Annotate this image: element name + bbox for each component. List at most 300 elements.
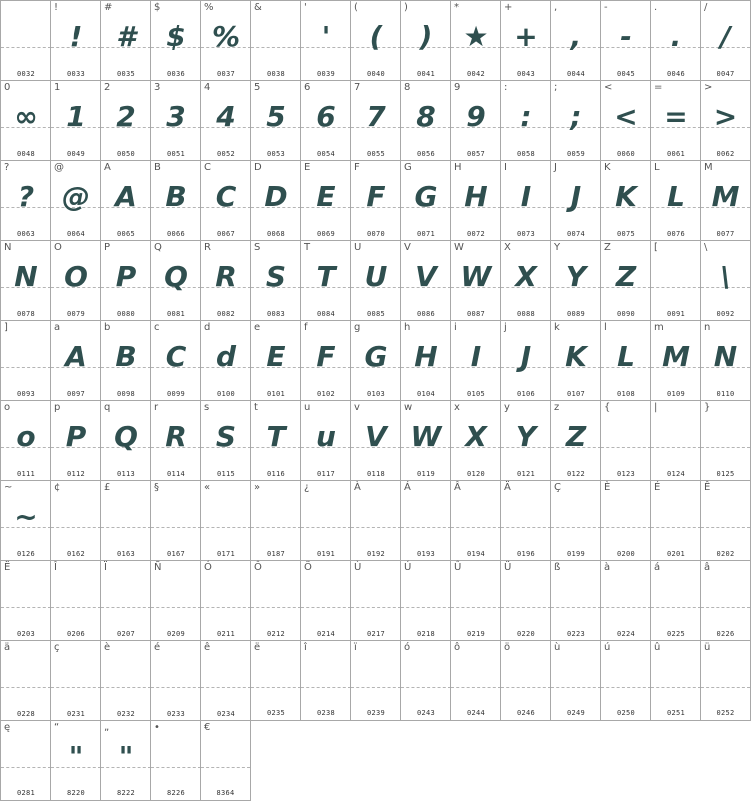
glyph-cell [500,240,551,321]
char-label: g [354,322,361,333]
char-label: K [604,162,611,173]
code-label: 0246 [516,709,536,717]
code-label: 0220 [516,630,536,638]
glyph-cell [200,80,251,161]
char-label: Ñ [154,562,162,573]
code-label: 0083 [266,310,286,318]
char-label: ô [454,642,461,653]
char-label: - [604,2,608,13]
glyph-preview [51,575,101,619]
char-label: . [654,2,658,13]
glyph-preview: K [565,340,587,373]
glyph-preview: / [720,20,731,53]
glyph-cell [0,480,51,561]
glyph-preview: Y [515,420,537,453]
char-label: @ [54,162,64,173]
glyph-cell [700,640,751,721]
char-label: N [4,242,12,253]
glyph-cell [200,0,251,81]
glyph-preview: L [617,340,635,373]
char-label: u [304,402,311,413]
glyph-preview [551,495,601,539]
char-label: 8 [404,82,411,93]
char-label: + [504,2,513,13]
glyph-cell [100,160,151,241]
glyph-cell [700,80,751,161]
glyph-cell [700,320,751,401]
code-label: 0062 [716,150,735,158]
glyph-cell [700,0,751,81]
char-label: Ç [554,482,561,493]
glyph-cell [700,160,751,241]
glyph-cell [350,0,401,81]
glyph-preview [651,655,701,699]
glyph-cell [200,480,251,561]
code-label: 0084 [316,310,336,318]
code-label: 0234 [216,710,236,718]
code-label: 0090 [616,310,636,318]
glyph-preview: F [366,180,386,213]
char-label: à [604,562,611,573]
glyph-cell [0,560,51,641]
glyph-preview [101,495,151,539]
code-label: 0055 [366,150,386,158]
glyph-cell [650,320,701,401]
char-label: v [354,402,360,413]
glyph-cell [50,0,101,81]
code-label: 0063 [16,230,36,238]
glyph-cell [650,640,701,721]
glyph-preview: 8 [416,100,436,133]
char-label: c [154,322,160,333]
char-label: 4 [204,82,211,93]
glyph-cell [150,320,201,401]
code-label: 0207 [116,630,136,638]
glyph-preview: I [520,180,532,213]
char-label: k [554,322,560,333]
glyph-cell [500,640,551,721]
char-label: Y [554,242,561,253]
glyph-cell [500,160,551,241]
glyph-cell [300,640,351,721]
code-label: 0200 [616,550,636,558]
glyph-preview [251,495,301,539]
code-label: 0108 [616,390,636,398]
code-label: 0249 [566,709,586,717]
code-label: 0124 [666,470,686,478]
char-label: T [304,242,311,253]
code-label: 0041 [416,70,436,78]
char-label: f [304,322,308,333]
glyph-preview [601,495,651,539]
code-label: 0225 [666,630,686,638]
glyph-preview: C [165,340,187,373]
glyph-preview: J [570,180,582,213]
char-label: / [704,2,708,13]
char-label: m [654,322,664,333]
char-label: ï [354,642,357,653]
char-label: £ [104,482,111,493]
char-label: « [204,482,211,493]
glyph-preview: N [713,340,738,373]
glyph-cell [0,0,51,81]
glyph-cell [700,400,751,481]
char-label: Ë [4,562,11,573]
glyph-preview: D [264,180,288,213]
glyph-cell [150,240,201,321]
glyph-cell [100,0,151,81]
glyph-cell [0,720,51,801]
code-label: 0239 [366,709,386,717]
code-label: 0060 [616,150,636,158]
glyph-cell [0,240,51,321]
glyph-preview [251,655,301,699]
char-label: x [454,402,460,413]
glyph-preview: + [514,20,538,53]
glyph-preview [701,575,750,619]
glyph-cell [100,480,151,561]
glyph-preview: W [410,420,442,453]
glyph-preview [451,655,501,699]
glyph-preview: d [215,340,237,373]
char-label: e [254,322,261,333]
glyph-cell [550,480,601,561]
glyph-cell [100,400,151,481]
glyph-cell [550,160,601,241]
glyph-cell [550,400,601,481]
glyph-preview: V [365,420,387,453]
glyph-cell [150,640,201,721]
code-label: 0233 [166,710,186,718]
glyph-cell [650,240,701,321]
glyph-preview: O [64,260,88,293]
glyph-cell [400,240,451,321]
char-label: ü [704,642,711,653]
glyph-cell [350,80,401,161]
glyph-preview [501,575,551,619]
glyph-preview [601,415,651,459]
glyph-preview [301,655,351,699]
glyph-preview: G [364,340,388,373]
glyph-cell [200,640,251,721]
char-label: 1 [54,82,61,93]
glyph-cell [700,240,751,321]
glyph-preview: S [265,260,287,293]
code-label: 0231 [66,710,86,718]
glyph-cell [350,320,401,401]
code-label: 0243 [416,709,436,717]
code-label: 0047 [716,70,735,78]
code-label: 0052 [216,150,236,158]
glyph-cell [600,80,651,161]
code-label: 0120 [466,470,486,478]
glyph-preview: - [620,20,632,53]
char-label: „ [104,722,110,733]
glyph-preview: 9 [466,100,486,133]
glyph-preview: E [266,340,286,373]
code-label: 0085 [366,310,386,318]
glyph-preview: : [520,100,532,133]
glyph-preview [151,575,201,619]
glyph-preview: U [364,260,388,293]
char-label: ê [204,642,211,653]
glyph-cell [400,400,451,481]
glyph-cell [400,160,451,241]
code-label: 0079 [66,310,86,318]
code-label: 0112 [66,470,86,478]
glyph-preview: M [662,340,690,373]
glyph-cell [500,480,551,561]
glyph-preview: Y [565,260,587,293]
glyph-cell [450,480,501,561]
glyph-cell [150,160,201,241]
glyph-preview [151,735,201,779]
glyph-preview: M [711,180,740,213]
glyph-preview: $ [166,20,186,53]
glyph-cell [650,80,701,161]
char-label: p [54,402,61,413]
code-label: 0039 [316,70,336,78]
glyph-preview: ( [369,20,383,53]
glyph-preview [201,495,251,539]
glyph-cell [600,160,651,241]
code-label: 8222 [116,789,136,797]
code-label: 0038 [266,70,286,78]
glyph-cell [650,0,701,81]
char-label: ¿ [304,482,310,493]
glyph-preview: 7 [366,100,386,133]
glyph-cell [250,400,301,481]
glyph-preview [351,575,401,619]
code-label: 0089 [566,310,586,318]
char-label: Ù [354,562,362,573]
char-label: , [554,2,558,13]
glyph-preview [1,735,51,779]
code-label: 0107 [566,390,586,398]
char-label: ß [554,562,561,573]
glyph-preview: P [65,420,87,453]
glyph-preview: 1 [66,100,86,133]
glyph-cell [250,480,301,561]
glyph-cell [450,320,501,401]
char-label: t [254,402,258,413]
glyph-preview: 2 [116,100,136,133]
code-label: 0081 [166,310,186,318]
char-label: X [504,242,511,253]
char-label: < [604,82,613,93]
char-label: } [704,402,711,413]
char-label: \ [704,242,708,253]
code-label: 0059 [566,150,586,158]
glyph-preview [1,655,51,699]
glyph-cell [200,400,251,481]
code-label: 0125 [716,470,735,478]
glyph-cell [250,640,301,721]
glyph-preview: B [165,180,187,213]
code-label: 0044 [566,70,586,78]
char-label: ä [4,642,11,653]
glyph-cell [50,480,101,561]
char-label: À [354,482,361,493]
glyph-preview [651,575,701,619]
code-label: 0202 [716,550,735,558]
glyph-preview [1,575,51,619]
glyph-cell [0,320,51,401]
glyph-cell [350,640,401,721]
glyph-cell [400,560,451,641]
glyph-preview: T [316,260,336,293]
char-label: Á [404,482,411,493]
glyph-cell [0,400,51,481]
glyph-preview [701,415,750,459]
code-label: 0187 [266,550,286,558]
code-label: 0244 [466,709,486,717]
char-label: ö [504,642,511,653]
glyph-preview: ; [570,100,582,133]
glyph-preview: u [316,420,336,453]
code-label: 0086 [416,310,436,318]
char-label: Ü [504,562,512,573]
char-label: & [254,2,262,13]
glyph-preview: ∞ [14,100,38,133]
char-label: 5 [254,82,261,93]
glyph-cell [350,240,401,321]
glyph-preview [401,575,451,619]
glyph-cell [250,160,301,241]
char-label: Ä [504,482,511,493]
code-label: 8220 [66,789,86,797]
char-label: Ï [104,562,107,573]
glyph-cell [300,240,351,321]
glyph-cell [250,320,301,401]
glyph-cell [450,160,501,241]
char-label: i [454,322,457,333]
char-label: ó [404,642,411,653]
code-label: 0115 [216,470,236,478]
glyph-preview: H [414,340,438,373]
code-label: 0123 [616,470,636,478]
char-label: € [204,722,211,733]
glyph-preview [701,655,750,699]
code-label: 0103 [366,390,386,398]
glyph-preview: X [515,260,537,293]
char-label: w [404,402,413,413]
glyph-cell [100,320,151,401]
code-label: 0072 [466,230,486,238]
glyph-cell [550,560,601,641]
glyph-cell [600,240,651,321]
glyph-cell [300,320,351,401]
char-label: ç [54,642,60,653]
glyph-cell [200,240,251,321]
glyph-preview: F [316,340,336,373]
glyph-preview: N [14,260,38,293]
char-label: ę [4,722,11,733]
code-label: 0228 [16,710,36,718]
glyph-cell [0,160,51,241]
code-label: 0102 [316,390,336,398]
char-label: ù [554,642,561,653]
code-label: 0104 [416,390,436,398]
char-label: é [154,642,161,653]
char-label: U [354,242,362,253]
glyph-preview: A [65,340,87,373]
code-label: 0071 [416,230,436,238]
glyph-preview [501,655,551,699]
char-label: L [654,162,660,173]
char-label: | [654,402,658,413]
glyph-cell [550,320,601,401]
code-label: 0109 [666,390,686,398]
char-label: § [154,482,159,493]
code-label: 0199 [566,550,586,558]
glyph-cell [450,640,501,721]
char-label: û [654,642,661,653]
code-label: 0053 [266,150,286,158]
code-label: 0223 [566,630,586,638]
glyph-preview [551,655,601,699]
glyph-cell [700,560,751,641]
char-label: $ [154,2,161,13]
code-label: 0058 [516,150,536,158]
code-label: 0048 [16,150,36,158]
glyph-preview: Q [164,260,188,293]
glyph-cell [550,640,601,721]
code-label: 0056 [416,150,436,158]
char-label: h [404,322,411,333]
code-label: 0162 [66,550,86,558]
glyph-preview: ~ [14,500,38,533]
char-label: G [404,162,412,173]
code-label: 0106 [516,390,536,398]
char-label: Q [154,242,162,253]
glyph-preview [651,415,701,459]
glyph-cell [50,240,101,321]
char-label: Ö [304,562,312,573]
char-label: ' [304,2,307,13]
glyph-preview [501,495,551,539]
code-label: 8226 [166,789,186,797]
glyph-preview: \ [720,260,731,293]
glyph-cell [450,240,501,321]
glyph-preview [351,655,401,699]
char-label: q [104,402,111,413]
code-label: 0211 [216,630,236,638]
code-label: 0088 [516,310,536,318]
glyph-preview: B [115,340,137,373]
glyph-preview [451,495,501,539]
glyph-preview: Q [114,420,138,453]
char-label: j [504,322,507,333]
glyph-cell [350,400,401,481]
glyph-cell [500,560,551,641]
char-label: È [604,482,611,493]
glyph-preview: , [570,20,582,53]
char-label: I [504,162,507,173]
glyph-preview: = [664,100,688,133]
code-label: 0033 [66,70,86,78]
char-label: M [704,162,713,173]
code-label: 0049 [66,150,86,158]
glyph-cell [350,160,401,241]
glyph-cell [600,480,651,561]
char-label: ? [4,162,10,173]
glyph-cell [100,640,151,721]
char-label: P [104,242,111,253]
glyph-cell [500,80,551,161]
char-label: Z [604,242,611,253]
code-label: 0206 [66,630,86,638]
